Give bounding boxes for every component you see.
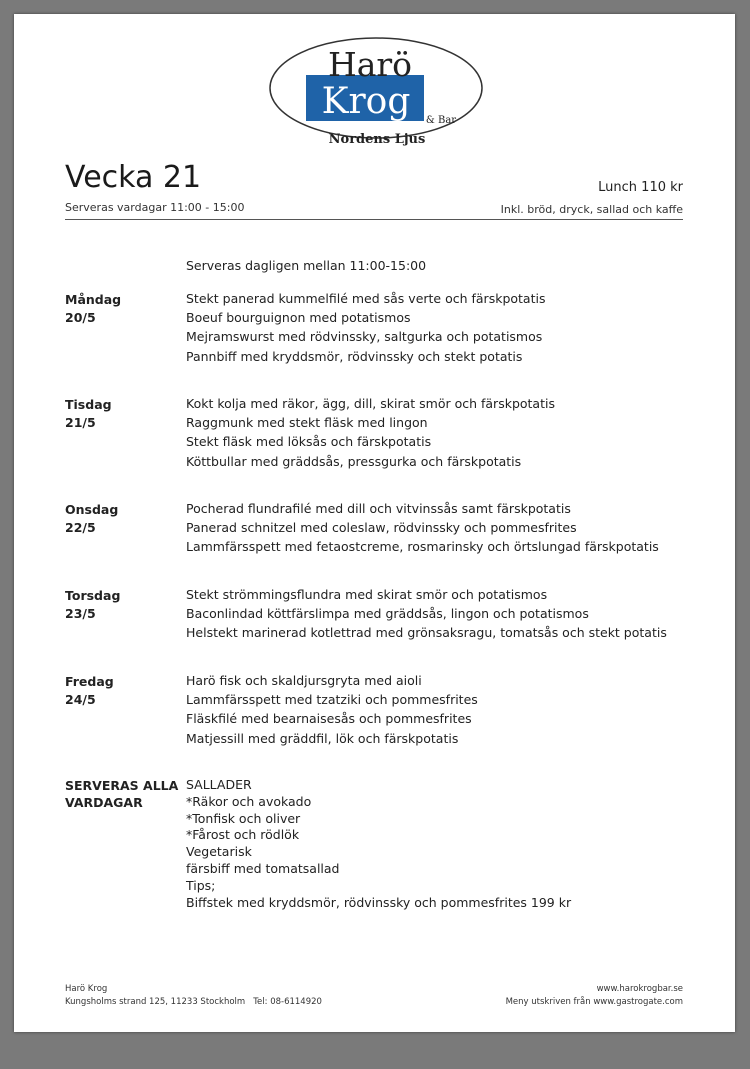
day-label	[65, 501, 180, 537]
day-name: Fredag	[65, 674, 114, 689]
every-day-item: SALLADER	[186, 777, 252, 792]
logo-tagline: Nordens Ljus	[328, 132, 426, 146]
dish-item: Stekt panerad kummelfilé med sås verte och färskpotatis	[186, 291, 546, 306]
dish-item: Panerad schnitzel med coleslaw, rödvinssky och pommesfrites	[186, 520, 577, 536]
every-day-label-line1: SERVERAS ALLA	[65, 778, 179, 793]
logo-line1: Harö	[327, 45, 413, 84]
every-day-item: Vegetarisk	[186, 844, 252, 860]
day-dishes	[186, 585, 667, 643]
logo-line2: Krog	[321, 81, 411, 122]
dish-item: Harö fisk och skaldjursgryta med aioli	[186, 673, 422, 688]
day-date: 20/5	[65, 310, 96, 325]
dish-item: Lammfärsspett med tzatziki och pommesfrites	[186, 692, 478, 708]
every-day-label-line2: VARDAGAR	[65, 795, 143, 810]
haro-krog-logo	[268, 36, 484, 146]
day-label	[65, 587, 180, 623]
footer-left	[65, 983, 322, 1009]
dish-item: Lammfärsspett med fetaostcreme, rosmarinsky och örtslungad färskpotatis	[186, 539, 659, 555]
day-date: 24/5	[65, 692, 96, 707]
dish-item: Baconlindad köttfärslimpa med gräddsås, lingon och potatismos	[186, 606, 589, 622]
dish-item: Pannbiff med kryddsmör, rödvinssky och stekt potatis	[186, 348, 523, 364]
dish-item: Boeuf bourguignon med potatismos	[186, 310, 411, 326]
day-label	[65, 673, 180, 709]
menu-page	[14, 14, 735, 1032]
footer-right	[506, 983, 683, 1009]
every-day-item: Tips;	[186, 877, 216, 893]
intro-text: Serveras dagligen mellan 11:00-15:00	[186, 258, 427, 273]
dish-item: Stekt strömmingsflundra med skirat smör och potatismos	[186, 587, 548, 602]
every-day-item: *Räkor och avokado	[186, 793, 312, 809]
footer-website[interactable]: www.harokrogbar.se	[596, 984, 683, 994]
day-label	[65, 396, 180, 432]
day-dishes	[186, 394, 555, 471]
day-name: Torsdag	[65, 588, 121, 603]
served-hours: Serveras vardagar 11:00 - 15:00	[65, 201, 245, 214]
every-day-item: färsbiff med tomatsallad	[186, 860, 340, 876]
every-day-item: Biffstek med kryddsmör, rödvinssky och pommesfrites 199 kr	[186, 894, 572, 910]
footer-contact	[65, 996, 322, 1009]
dish-item: Stekt fläsk med löksås och färskpotatis	[186, 434, 432, 450]
footer-printed: Meny utskriven från www.gastrogate.com	[505, 997, 683, 1007]
every-day-item: *Fårost och rödlök	[186, 827, 300, 843]
day-date: 22/5	[65, 520, 96, 535]
day-dishes	[186, 289, 545, 366]
day-name: Tisdag	[65, 397, 112, 412]
logo-bar: & Bar	[425, 115, 457, 126]
dish-item: Raggmunk med stekt fläsk med lingon	[186, 415, 428, 431]
dish-item: Matjessill med gräddfil, lök och färskpotatis	[186, 730, 459, 746]
week-title: Vecka 21	[65, 160, 202, 195]
dish-item: Helstekt marinerad kotlettrad med grönsaksragu, tomatsås och stekt potatis	[186, 625, 667, 641]
day-name: Måndag	[65, 292, 122, 307]
dish-item: Köttbullar med gräddsås, pressgurka och färskpotatis	[186, 453, 522, 469]
lunch-price: Lunch 110 kr	[598, 180, 683, 195]
day-date: 21/5	[65, 415, 96, 430]
dish-item: Mejramswurst med rödvinssky, saltgurka och potatismos	[186, 329, 543, 345]
day-dishes	[186, 499, 659, 557]
footer-phone: Tel: 08-6114920	[253, 997, 322, 1007]
every-day-label	[65, 777, 185, 811]
every-day-items	[186, 777, 571, 911]
day-dishes	[186, 671, 478, 748]
day-label	[65, 291, 180, 327]
day-name: Onsdag	[65, 502, 119, 517]
every-day-item: *Tonfisk och oliver	[186, 810, 301, 826]
dish-item: Pocherad flundrafilé med dill och vitvinssås samt färskpotatis	[186, 501, 571, 516]
footer-address: Kungsholms strand 125, 11233 Stockholm	[65, 997, 246, 1007]
header-divider	[65, 219, 683, 220]
day-date: 23/5	[65, 606, 96, 621]
dish-item: Kokt kolja med räkor, ägg, dill, skirat smör och färskpotatis	[186, 396, 555, 411]
lunch-includes: Inkl. bröd, dryck, sallad och kaffe	[500, 203, 683, 216]
dish-item: Fläskfilé med bearnaisesås och pommesfrites	[186, 711, 472, 727]
footer-name: Harö Krog	[65, 984, 108, 994]
